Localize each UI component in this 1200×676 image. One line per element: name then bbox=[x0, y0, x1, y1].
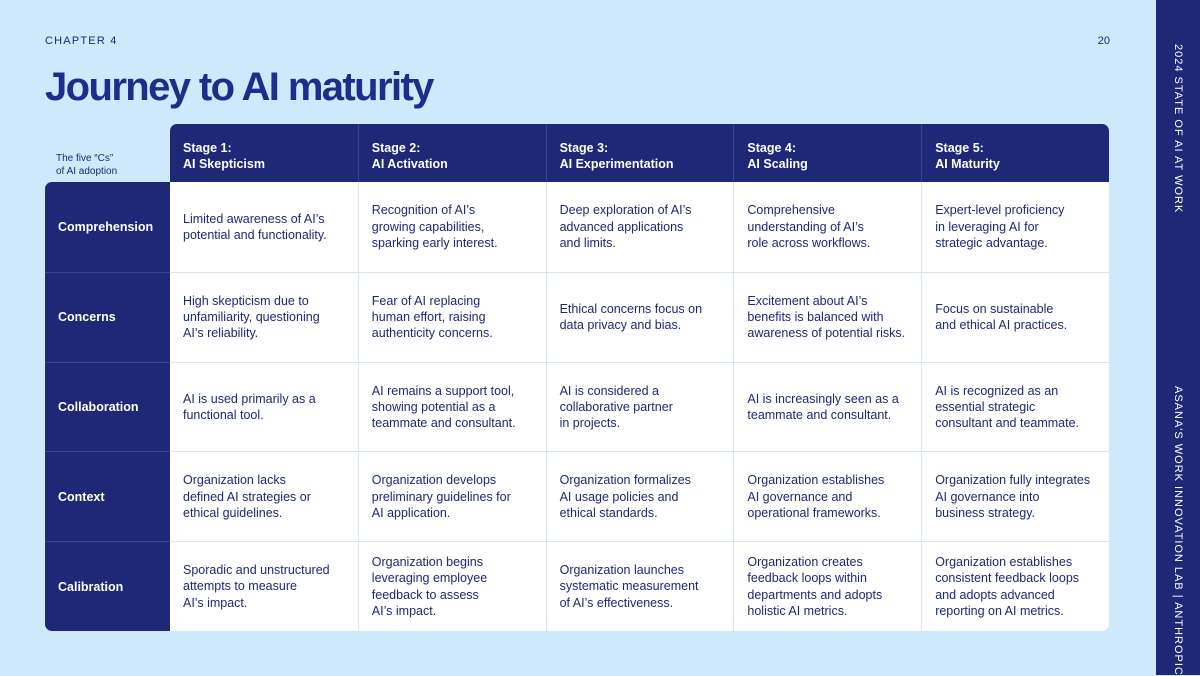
cell-text bbox=[935, 301, 1067, 334]
cell-text bbox=[747, 293, 905, 342]
stage-header-row bbox=[170, 124, 1109, 182]
cell-text bbox=[935, 202, 1064, 251]
chapter-label: CHAPTER 4 bbox=[45, 35, 118, 47]
cell-text-line: AI is used primarily as a bbox=[183, 391, 316, 406]
five-cs-label-line: The five “Cs” bbox=[56, 153, 114, 164]
stage-header-1 bbox=[170, 124, 358, 182]
cell-text-line: Recognition of AI’s bbox=[371, 203, 476, 218]
table-cell bbox=[546, 451, 734, 541]
cell-text bbox=[372, 202, 498, 251]
stage-header-line2: AI Scaling bbox=[747, 157, 808, 171]
stage-header-4 bbox=[733, 124, 921, 182]
table-cell bbox=[358, 362, 546, 452]
table-cell bbox=[358, 182, 546, 272]
cell-text-line: operational frameworks. bbox=[747, 505, 881, 520]
table-cell bbox=[358, 451, 546, 541]
cell-text-line: AI governance into bbox=[935, 489, 1040, 504]
cell-text-line: AI application. bbox=[371, 505, 451, 520]
table-cell bbox=[733, 362, 921, 452]
table-cell bbox=[921, 362, 1109, 452]
table-cell bbox=[170, 182, 358, 272]
table-cell bbox=[733, 272, 921, 362]
cell-text-line: functional tool. bbox=[183, 407, 264, 422]
stage-header-line1: Stage 4: bbox=[747, 141, 797, 155]
cell-text-line: Organization creates bbox=[747, 555, 863, 569]
cell-text-line: AI usage policies and bbox=[559, 489, 679, 504]
cell-text-line: benefits is balanced with bbox=[747, 310, 884, 325]
cell-text-line: Organization fully integrates bbox=[935, 473, 1091, 488]
cell-text bbox=[560, 383, 673, 432]
cell-text bbox=[372, 554, 487, 619]
cell-text bbox=[560, 562, 699, 611]
cell-text-line: AI is increasingly seen as a bbox=[747, 391, 899, 406]
cell-text-line: unfamiliarity, questioning bbox=[183, 310, 320, 325]
cell-text-line: holistic AI metrics. bbox=[747, 603, 848, 618]
row-label-column bbox=[45, 182, 170, 631]
cell-text-line: Organization establishes bbox=[747, 473, 885, 488]
stage-header-line2: AI Experimentation bbox=[559, 157, 674, 171]
table-cell bbox=[733, 182, 921, 272]
cell-text-line: Fear of AI replacing bbox=[371, 293, 481, 308]
cell-text bbox=[560, 301, 702, 334]
five-cs-label-line: of AI adoption bbox=[56, 166, 118, 177]
cell-text-line: systematic measurement bbox=[559, 579, 699, 594]
cell-text-line: Organization launches bbox=[559, 563, 684, 578]
table-cell bbox=[921, 541, 1109, 631]
cell-text-line: AI is recognized as an bbox=[935, 383, 1059, 398]
five-cs-label bbox=[56, 152, 166, 178]
cell-text bbox=[183, 211, 327, 244]
cell-text-line: Organization formalizes bbox=[559, 473, 691, 488]
stage-header-line2: AI Activation bbox=[371, 157, 448, 171]
report-title-vertical: 2024 STATE OF AI AT WORK bbox=[1172, 44, 1184, 214]
cell-text-line: authenticity concerns. bbox=[371, 326, 493, 341]
table-cell bbox=[733, 451, 921, 541]
row-label-calibration: Calibration bbox=[45, 541, 170, 631]
cell-text bbox=[183, 293, 320, 342]
table-cell bbox=[921, 272, 1109, 362]
cell-text bbox=[372, 472, 511, 521]
cell-text-line: Organization establishes bbox=[935, 555, 1073, 569]
cell-text-line: collaborative partner bbox=[559, 399, 673, 414]
cell-text-line: consultant and teammate. bbox=[935, 416, 1080, 431]
cell-text-line: and adopts advanced bbox=[935, 587, 1055, 602]
cell-text-line: human effort, raising bbox=[371, 310, 486, 325]
table-cell bbox=[170, 362, 358, 452]
cell-text-line: feedback loops within bbox=[747, 571, 867, 586]
cell-text-line: teammate and consultant. bbox=[371, 416, 516, 431]
cell-text-line: feedback to assess bbox=[371, 587, 479, 602]
table-body bbox=[170, 182, 1109, 631]
cell-text-line: Excitement about AI’s bbox=[747, 293, 868, 308]
table-cell bbox=[170, 272, 358, 362]
cell-text-line: awareness of potential risks. bbox=[747, 326, 906, 341]
cell-text-line: role across workflows. bbox=[747, 236, 871, 251]
stage-header-3 bbox=[546, 124, 734, 182]
table-cell bbox=[170, 451, 358, 541]
cell-text bbox=[747, 391, 898, 424]
cell-text-line: Organization lacks bbox=[183, 473, 286, 488]
table-cell bbox=[546, 272, 734, 362]
cell-text-line: business strategy. bbox=[935, 505, 1036, 520]
cell-text-line: Organization develops bbox=[371, 473, 497, 488]
cell-text-line: AI’s impact. bbox=[183, 595, 248, 610]
cell-text-line: and limits. bbox=[559, 236, 616, 251]
page-number: 20 bbox=[1097, 35, 1110, 47]
cell-text-line: Comprehensive bbox=[747, 203, 835, 218]
table-cell bbox=[921, 182, 1109, 272]
cell-text bbox=[372, 293, 493, 342]
page-title: Journey to AI maturity bbox=[45, 65, 433, 109]
stage-header-line1: Stage 5: bbox=[935, 141, 984, 155]
cell-text-line: Expert-level proficiency bbox=[935, 203, 1065, 218]
cell-text-line: High skepticism due to bbox=[183, 293, 309, 308]
stage-header-5 bbox=[921, 124, 1109, 182]
cell-text bbox=[183, 472, 311, 521]
row-label-comprehension: Comprehension bbox=[58, 219, 154, 234]
table-cell bbox=[546, 362, 734, 452]
cell-text bbox=[747, 554, 882, 619]
sidebar bbox=[1156, 0, 1200, 675]
table-cell bbox=[546, 182, 734, 272]
cell-text-line: in projects. bbox=[559, 416, 621, 431]
cell-text-line: growing capabilities, bbox=[371, 219, 485, 234]
cell-text bbox=[372, 383, 516, 432]
table-cell bbox=[546, 541, 734, 631]
table-cell bbox=[733, 541, 921, 631]
table-cell bbox=[921, 451, 1109, 541]
cell-text-line: Focus on sustainable bbox=[935, 301, 1054, 316]
cell-text-line: consistent feedback loops bbox=[935, 571, 1080, 586]
stage-header-line1: Stage 3: bbox=[559, 141, 609, 155]
cell-text bbox=[935, 472, 1090, 521]
cell-text-line: sparking early interest. bbox=[371, 236, 498, 251]
cell-text bbox=[183, 562, 330, 611]
cell-text-line: defined AI strategies or bbox=[183, 489, 311, 504]
cell-text bbox=[747, 202, 870, 251]
cell-text-line: Organization begins bbox=[371, 555, 483, 569]
cell-text-line: understanding of AI’s bbox=[747, 219, 864, 234]
cell-text-line: in leveraging AI for bbox=[935, 219, 1039, 234]
cell-text bbox=[560, 472, 691, 521]
cell-text-line: AI is considered a bbox=[559, 383, 659, 398]
table-cell bbox=[170, 541, 358, 631]
cell-text-line: preliminary guidelines for bbox=[371, 489, 511, 504]
stage-header-line2: AI Maturity bbox=[935, 157, 1000, 171]
cell-text bbox=[560, 202, 692, 251]
publisher-credit-vertical: ASANA'S WORK INNOVATION LAB | ANTHROPIC bbox=[1172, 386, 1184, 676]
cell-text bbox=[183, 391, 316, 424]
cell-text-line: data privacy and bias. bbox=[559, 318, 682, 333]
cell-text-line: departments and adopts bbox=[747, 587, 883, 602]
row-label-concerns: Concerns bbox=[45, 272, 170, 362]
cell-text-line: AI’s reliability. bbox=[183, 326, 259, 341]
cell-text-line: attempts to measure bbox=[183, 579, 297, 594]
cell-text-line: potential and functionality. bbox=[183, 227, 327, 242]
cell-text-line: AI remains a support tool, bbox=[371, 383, 515, 398]
cell-text-line: showing potential as a bbox=[371, 399, 496, 414]
cell-text-line: Deep exploration of AI’s bbox=[559, 203, 692, 218]
cell-text-line: strategic advantage. bbox=[935, 236, 1048, 251]
cell-text-line: ethical guidelines. bbox=[183, 505, 283, 520]
cell-text-line: Limited awareness of AI’s bbox=[183, 211, 325, 226]
cell-text-line: and ethical AI practices. bbox=[935, 318, 1068, 333]
cell-text-line: leveraging employee bbox=[371, 571, 488, 586]
cell-text bbox=[935, 554, 1079, 619]
stage-header-line2: AI Skepticism bbox=[183, 157, 265, 171]
cell-text bbox=[747, 472, 884, 521]
table-cell bbox=[358, 272, 546, 362]
cell-text-line: AI’s impact. bbox=[371, 603, 437, 618]
stage-header-line1: Stage 1: bbox=[183, 141, 232, 155]
row-label-collaboration: Collaboration bbox=[45, 362, 170, 452]
row-label-context: Context bbox=[45, 451, 170, 541]
cell-text-line: ethical standards. bbox=[559, 505, 658, 520]
cell-text-line: Ethical concerns focus on bbox=[559, 301, 703, 316]
stage-header-2 bbox=[358, 124, 546, 182]
cell-text bbox=[935, 383, 1079, 432]
cell-text-line: Sporadic and unstructured bbox=[183, 563, 330, 578]
table-cell bbox=[358, 541, 546, 631]
cell-text-line: of AI’s effectiveness. bbox=[559, 595, 674, 610]
cell-text-line: AI governance and bbox=[747, 489, 853, 504]
cell-text-line: teammate and consultant. bbox=[747, 407, 892, 422]
cell-text-line: reporting on AI metrics. bbox=[935, 603, 1064, 618]
cell-text-line: advanced applications bbox=[559, 219, 684, 234]
cell-text-line: essential strategic bbox=[935, 399, 1036, 414]
stage-header-line1: Stage 2: bbox=[371, 141, 421, 155]
